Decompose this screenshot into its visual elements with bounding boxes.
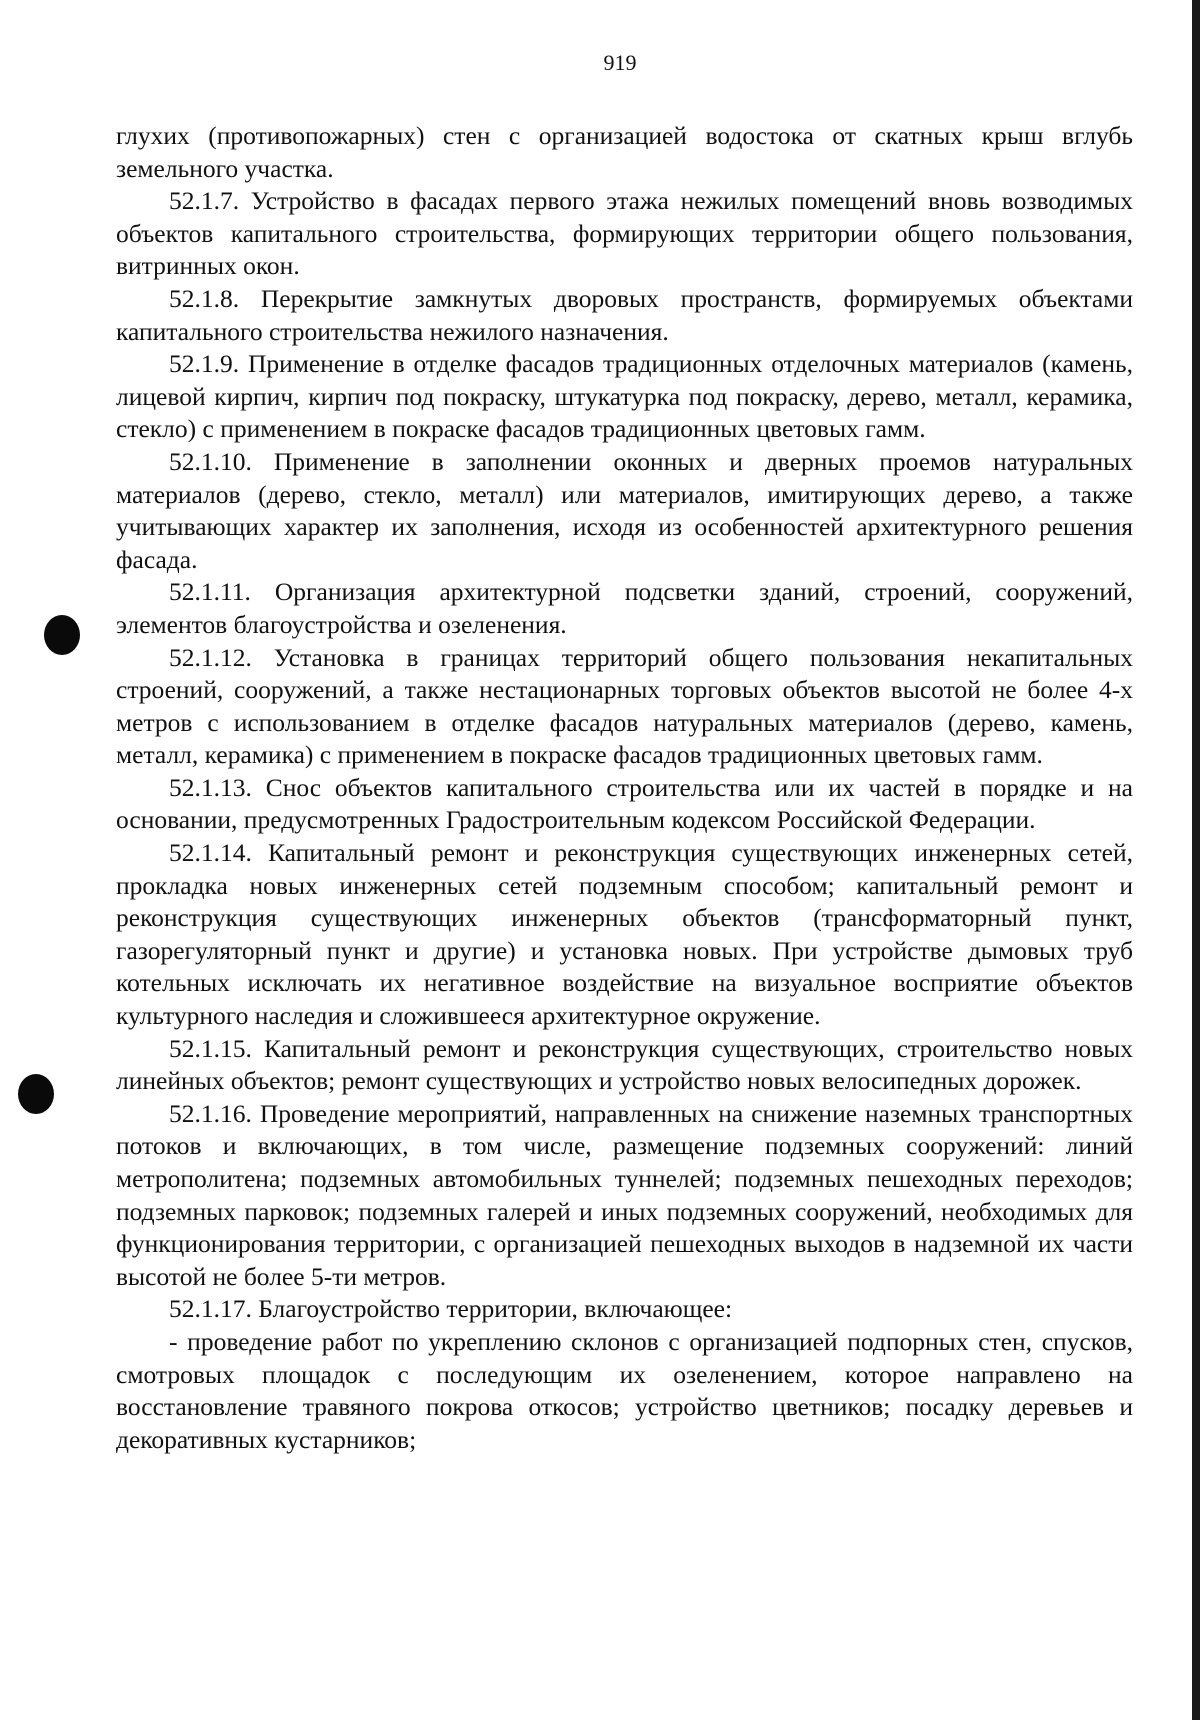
list-item-dash: - проведение работ по укреплению склонов с организацией подпорных стен, спусков, смотровых площадок с последующим их озеленением, которое направлено на восстановление травяного покрова откосов; устройство цветников; посадку деревьев и декоративных кустарников; bbox=[116, 1326, 1133, 1454]
paragraph-52-1-9: 52.1.9. Применение в отделке фасадов традиционных отделочных материалов (камень, лицевой кирпич, кирпич под покраску, штукатурка под покраску, дерево, металл, керамика, стекло) с применением в покраске фасадов традиционных цветовых гамм. bbox=[116, 349, 1133, 444]
paragraph-continuation: глухих (противопожарных) стен с организацией водостока от скатных крыш вглубь земельного участка. bbox=[116, 121, 1133, 183]
paragraph-52-1-7: 52.1.7. Устройство в фасадах первого этажа нежилых помещений вновь возводимых объектов капитального строительства, формирующих территории общего пользования, витринных окон. bbox=[116, 186, 1133, 281]
document-body bbox=[116, 120, 1133, 1456]
scan-edge bbox=[1192, 0, 1200, 1720]
paragraph-52-1-13: 52.1.13. Снос объектов капитального строительства или их частей в порядке и на основании, предусмотренных Градостроительным кодексом Российской Федерации. bbox=[116, 772, 1133, 835]
paragraph-52-1-10: 52.1.10. Применение в заполнении оконных и дверных проемов натуральных материалов (дерево, стекло, металл) или материалов, имитирующих дерево, а также учитывающих характер их заполнения, исходя из особенностей архитектурного решения фасада. bbox=[116, 446, 1133, 574]
paragraph-52-1-15: 52.1.15. Капитальный ремонт и реконструкция существующих, строительство новых линейных объектов; ремонт существующих и устройство новых велосипедных дорожек. bbox=[116, 1033, 1133, 1096]
paragraph-52-1-14: 52.1.14. Капитальный ремонт и реконструкция существующих инженерных сетей, прокладка новых инженерных сетей подземным способом; капитальный ремонт и реконструкция существующих инженерных объектов (трансформаторный пункт, газорегуляторный пункт и другие) и установка новых. При устройстве дымовых труб котельных исключать их негативное воздействие на визуальное восприятие объектов культурного наследия и сложившееся архитектурное окружение. bbox=[116, 838, 1133, 1031]
paragraph-52-1-8: 52.1.8. Перекрытие замкнутых дворовых пространств, формируемых объектами капитального строительства нежилого назначения. bbox=[116, 283, 1133, 346]
page-number: 919 bbox=[603, 50, 637, 75]
paragraph-52-1-12: 52.1.12. Установка в границах территорий общего пользования некапитальных строений, сооружений, а также нестационарных торговых объектов высотой не более 4-х метров с использованием в отделке фасадов натуральных материалов (дерево, камень, металл, керамика) с применением в покраске фасадов традиционных цветовых гамм. bbox=[116, 642, 1133, 770]
paragraph-52-1-17: 52.1.17. Благоустройство территории, включающее: bbox=[169, 1294, 733, 1324]
paragraph-52-1-16: 52.1.16. Проведение мероприятий, направленных на снижение наземных транспортных потоков и включающих, в том числе, размещение подземных сооружений: линий метрополитена; подземных автомобильных туннелей; подземных пешеходных переходов; подземных парковок; подземных галерей и иных подземных сооружений, необходимых для функционирования территории, с организацией пешеходных выходов в надземной их части высотой не более 5-ти метров. bbox=[116, 1098, 1133, 1291]
punch-hole-bottom bbox=[18, 1074, 54, 1114]
paragraph-52-1-11: 52.1.11. Организация архитектурной подсветки зданий, строений, сооружений, элементов благоустройства и озеленения. bbox=[116, 577, 1133, 639]
punch-hole-top bbox=[44, 615, 80, 655]
